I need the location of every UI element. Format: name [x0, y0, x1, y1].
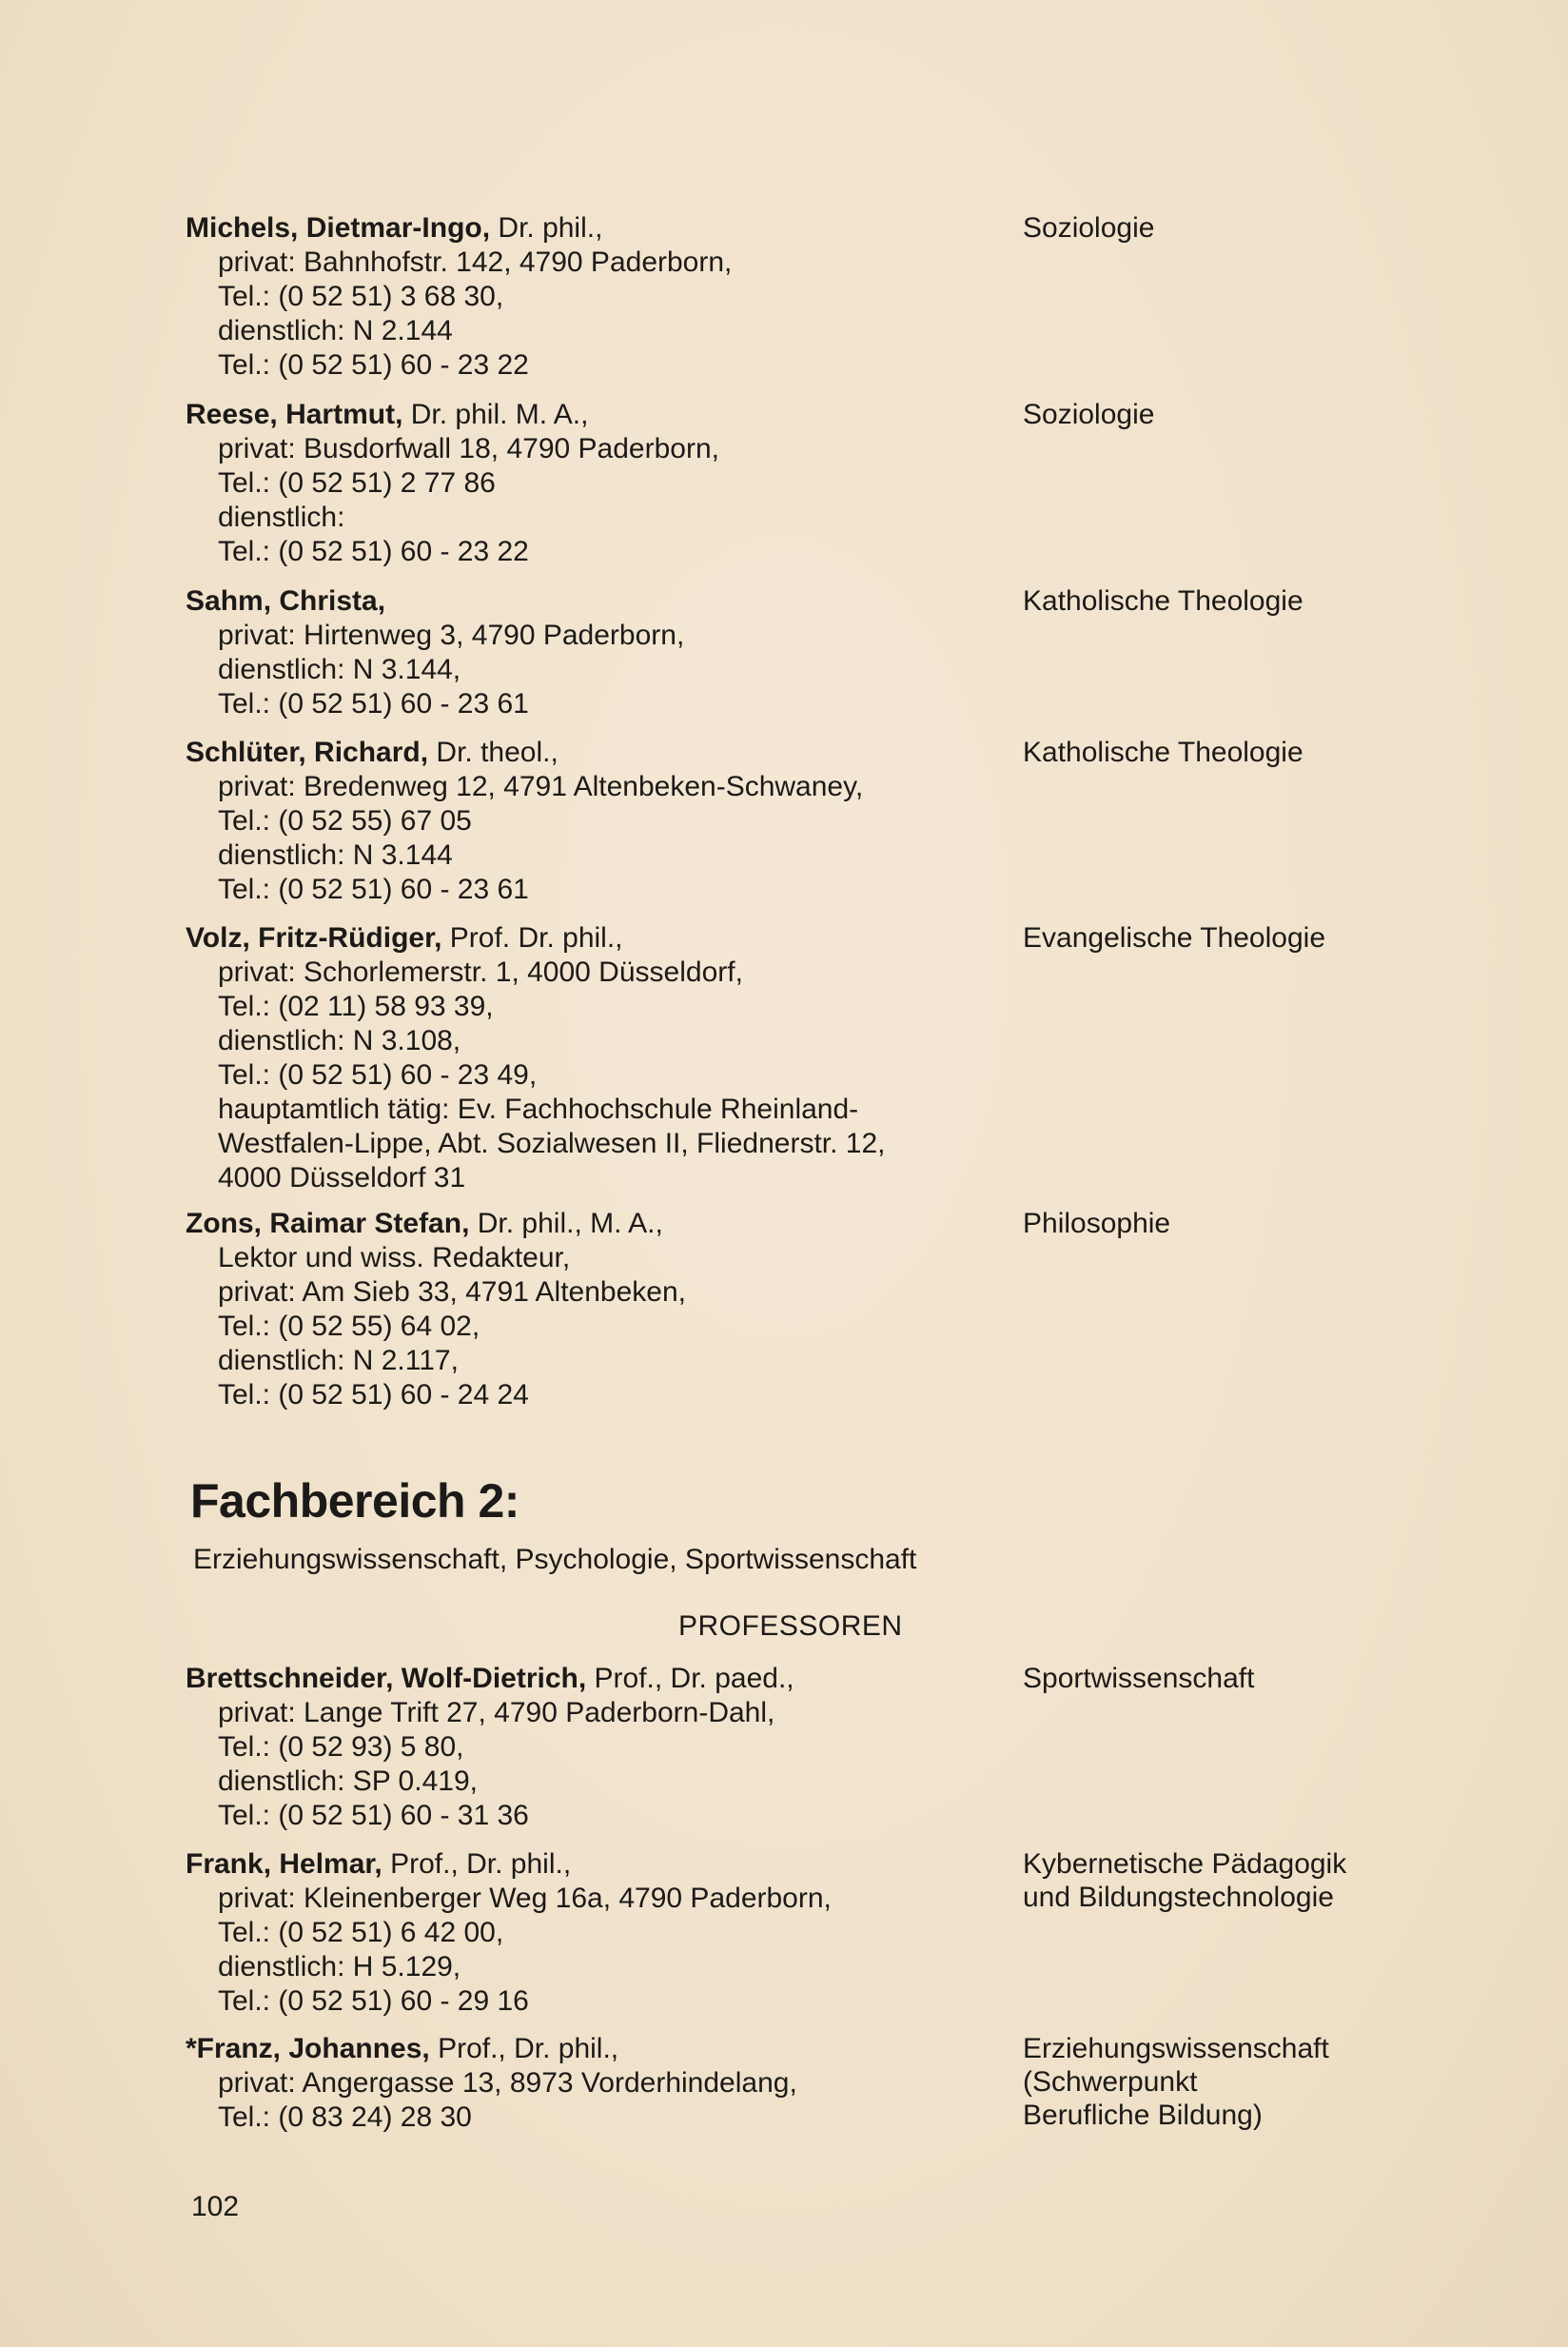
person-title: Dr. phil. M. A., — [402, 399, 589, 430]
entry-line: privat: Busdorfwall 18, 4790 Paderborn, — [218, 433, 719, 464]
entry-subject — [1023, 1662, 1518, 1695]
entry-details — [186, 921, 994, 1195]
entry-line: Tel.: (0 52 51) 60 - 29 16 — [218, 1985, 529, 2017]
person-title: Prof. Dr. phil., — [441, 922, 623, 954]
entry-subject — [1023, 2032, 1518, 2132]
subject-line: (Schwerpunkt — [1023, 2066, 1198, 2098]
entry-line: Tel.: (0 52 55) 64 02, — [218, 1311, 480, 1342]
subject-line: Philosophie — [1023, 1208, 1171, 1239]
entry-line: dienstlich: — [218, 502, 345, 533]
page-number: 102 — [191, 2191, 240, 2222]
subject-line: Katholische Theologie — [1023, 737, 1303, 768]
entry-line: dienstlich: N 2.144 — [218, 315, 453, 346]
group-label: PROFESSOREN — [678, 1610, 903, 1642]
entry-line: hauptamtlich tätig: Ev. Fachhochschule Rheinland- — [218, 1094, 859, 1125]
entry-line: privat: Angergasse 13, 8973 Vorderhindelang, — [218, 2067, 797, 2099]
entry-details — [186, 1207, 994, 1412]
entry-line: Tel.: (0 52 51) 60 - 23 49, — [218, 1059, 538, 1091]
entry-subject — [1023, 398, 1518, 431]
entry-line: privat: Kleinenberger Weg 16a, 4790 Paderborn, — [218, 1883, 832, 1914]
entry-line: 4000 Düsseldorf 31 — [218, 1162, 466, 1193]
entry-line: dienstlich: H 5.129, — [218, 1951, 461, 1982]
person-title: Prof., Dr. paed., — [586, 1663, 794, 1694]
entry-line: Tel.: (02 11) 58 93 39, — [218, 991, 494, 1022]
person-title: Dr. theol., — [428, 737, 559, 768]
entry-subject — [1023, 1207, 1518, 1240]
entry-line: Tel.: (0 52 51) 60 - 31 36 — [218, 1800, 529, 1831]
entry-line: Tel.: (0 52 93) 5 80, — [218, 1731, 464, 1763]
section-subtitle: Erziehungswissenschaft, Psychologie, Sportwissenschaft — [193, 1544, 917, 1575]
entry-line: Tel.: (0 52 55) 67 05 — [218, 805, 472, 837]
entry-details — [186, 1847, 994, 2019]
person-name: Michels, Dietmar-Ingo, — [186, 212, 491, 244]
entry-line: Tel.: (0 52 51) 60 - 23 61 — [218, 688, 529, 720]
entry-subject — [1023, 1847, 1518, 1914]
entry-line: privat: Bahnhofstr. 142, 4790 Paderborn, — [218, 247, 733, 278]
subject-line: Erziehungswissenschaft — [1023, 2033, 1329, 2064]
entry-line: Tel.: (0 52 51) 2 77 86 — [218, 467, 496, 499]
entry-details — [186, 584, 994, 721]
subject-line: Soziologie — [1023, 212, 1155, 244]
entry-line: dienstlich: N 3.108, — [218, 1025, 461, 1056]
person-title: Dr. phil., — [490, 212, 603, 244]
section-heading: Fachbereich 2: — [190, 1474, 519, 1528]
entry-line: dienstlich: N 3.144, — [218, 654, 461, 685]
entry-details — [186, 211, 994, 383]
subject-line: Katholische Theologie — [1023, 585, 1303, 617]
entry-line: Tel.: (0 52 51) 60 - 23 61 — [218, 874, 529, 905]
entry-line: privat: Bredenweg 12, 4791 Altenbeken-Schwaney, — [218, 771, 864, 802]
subject-line: Berufliche Bildung) — [1023, 2100, 1263, 2131]
entry-line: Westfalen-Lippe, Abt. Sozialwesen II, Fliednerstr. 12, — [218, 1128, 886, 1159]
entry-line: privat: Lange Trift 27, 4790 Paderborn-Dahl, — [218, 1697, 775, 1728]
person-name: Frank, Helmar, — [186, 1848, 382, 1880]
entry-line: dienstlich: SP 0.419, — [218, 1765, 478, 1797]
person-name: Volz, Fritz-Rüdiger, — [186, 922, 442, 954]
person-name: *Franz, Johannes, — [186, 2033, 430, 2064]
entry-line: privat: Am Sieb 33, 4791 Altenbeken, — [218, 1276, 686, 1308]
entry-line: Tel.: (0 83 24) 28 30 — [218, 2101, 472, 2133]
person-name: Schlüter, Richard, — [186, 737, 429, 768]
entry-subject — [1023, 584, 1518, 618]
person-name: Sahm, Christa, — [186, 585, 386, 617]
subject-line: Soziologie — [1023, 399, 1155, 430]
entry-details — [186, 1662, 994, 1833]
entry-line: dienstlich: N 2.117, — [218, 1345, 459, 1376]
entry-details — [186, 398, 994, 569]
person-name: Brettschneider, Wolf-Dietrich, — [186, 1663, 587, 1694]
subject-line: Kybernetische Pädagogik — [1023, 1848, 1347, 1880]
subject-line: Evangelische Theologie — [1023, 922, 1326, 954]
entry-details — [186, 736, 994, 907]
entry-line: privat: Schorlemerstr. 1, 4000 Düsseldorf, — [218, 957, 743, 988]
entry-subject — [1023, 736, 1518, 769]
person-title: Prof., Dr. phil., — [382, 1848, 572, 1880]
entry-line: Tel.: (0 52 51) 3 68 30, — [218, 281, 504, 312]
subject-line: und Bildungstechnologie — [1023, 1882, 1334, 1913]
person-name: Reese, Hartmut, — [186, 399, 403, 430]
entry-subject — [1023, 921, 1518, 955]
entry-line: privat: Hirtenweg 3, 4790 Paderborn, — [218, 620, 685, 651]
entry-subject — [1023, 211, 1518, 245]
subject-line: Sportwissenschaft — [1023, 1663, 1255, 1694]
person-title: Prof., Dr. phil., — [429, 2033, 619, 2064]
entry-line: dienstlich: N 3.144 — [218, 839, 453, 871]
entry-line: Tel.: (0 52 51) 60 - 24 24 — [218, 1379, 529, 1410]
entry-line: Tel.: (0 52 51) 60 - 23 22 — [218, 349, 529, 381]
entry-details — [186, 2032, 994, 2135]
person-name: Zons, Raimar Stefan, — [186, 1208, 470, 1239]
entry-line: Tel.: (0 52 51) 60 - 23 22 — [218, 536, 529, 567]
entry-line: Lektor und wiss. Redakteur, — [218, 1242, 571, 1273]
person-title: Dr. phil., M. A., — [469, 1208, 663, 1239]
entry-line: Tel.: (0 52 51) 6 42 00, — [218, 1917, 504, 1948]
